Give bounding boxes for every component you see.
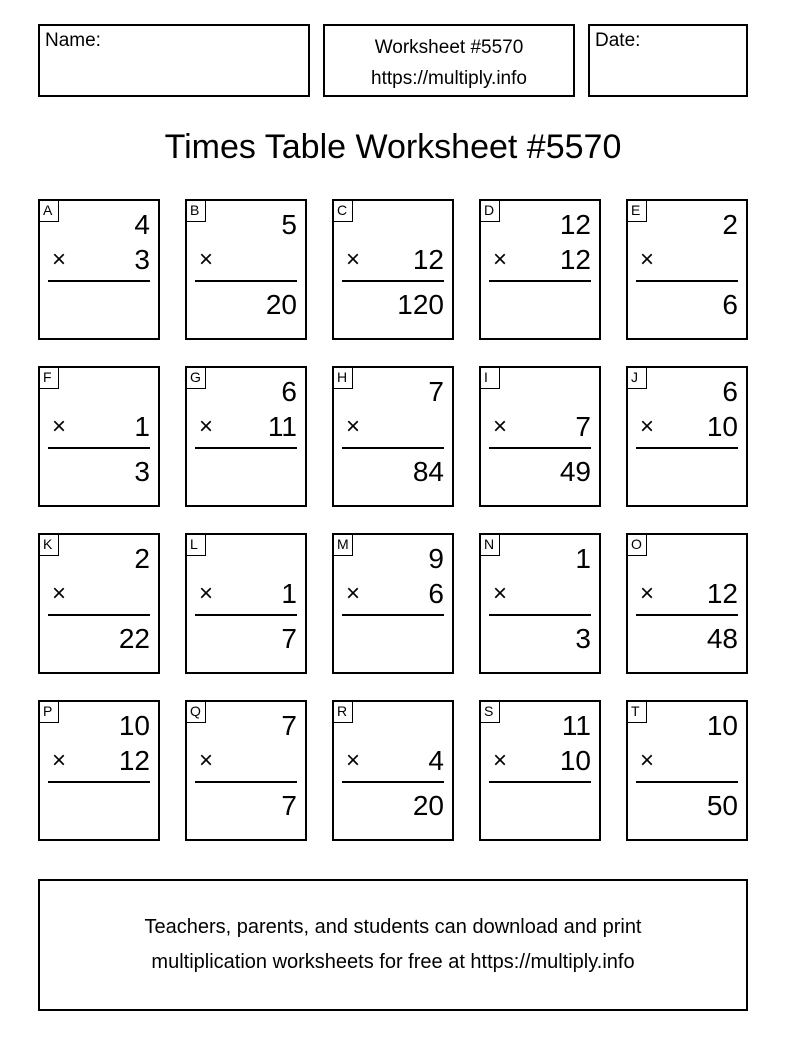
times-sign: ×	[346, 246, 361, 273]
problem-letter: Q	[187, 702, 206, 723]
footer-line-1: Teachers, parents, and students can download and print	[144, 916, 642, 938]
top-number[interactable]: 7	[428, 376, 444, 407]
times-sign: ×	[640, 246, 655, 273]
problem-letter: C	[334, 201, 353, 222]
bottom-number[interactable]: 12	[412, 244, 444, 275]
problem-k[interactable]	[38, 533, 160, 674]
problem-b[interactable]	[185, 199, 307, 340]
problem-a[interactable]	[38, 199, 160, 340]
problem-letter: K	[40, 535, 59, 556]
times-sign: ×	[199, 413, 214, 440]
top-number[interactable]: 2	[722, 209, 738, 240]
times-sign: ×	[346, 413, 361, 440]
date-field-box[interactable]	[588, 24, 748, 97]
answer-number[interactable]: 3	[575, 623, 591, 654]
answer-line	[48, 614, 150, 616]
answer-number[interactable]: 22	[118, 623, 150, 654]
problem-h[interactable]	[332, 366, 454, 507]
answer-line	[489, 614, 591, 616]
answer-line	[342, 781, 444, 783]
problem-g[interactable]	[185, 366, 307, 507]
worksheet-number: Worksheet #5570	[374, 37, 524, 58]
bottom-number[interactable]: 12	[118, 745, 150, 776]
problem-letter: E	[628, 201, 647, 222]
bottom-number[interactable]: 7	[575, 411, 591, 442]
problem-letter: S	[481, 702, 500, 723]
problem-letter: A	[40, 201, 59, 222]
answer-number[interactable]: 3	[134, 456, 150, 487]
answer-line	[636, 447, 738, 449]
bottom-number[interactable]: 12	[706, 578, 738, 609]
top-number[interactable]: 6	[722, 376, 738, 407]
answer-line	[195, 447, 297, 449]
top-number[interactable]: 12	[559, 209, 591, 240]
problem-letter: B	[187, 201, 206, 222]
times-sign: ×	[640, 580, 655, 607]
answer-number[interactable]: 7	[281, 623, 297, 654]
answer-number[interactable]: 50	[706, 790, 738, 821]
problem-t[interactable]	[626, 700, 748, 841]
answer-line	[636, 280, 738, 282]
name-field-box[interactable]	[38, 24, 310, 97]
problem-letter: I	[481, 368, 500, 389]
problem-e[interactable]	[626, 199, 748, 340]
bottom-number[interactable]: 11	[267, 411, 297, 442]
worksheet-url: https://multiply.info	[371, 68, 527, 89]
answer-line	[636, 781, 738, 783]
footer-box	[38, 879, 748, 1011]
problem-letter: N	[481, 535, 500, 556]
times-sign: ×	[493, 413, 508, 440]
problem-j[interactable]	[626, 366, 748, 507]
answer-line	[342, 614, 444, 616]
answer-line	[48, 280, 150, 282]
top-number[interactable]: 10	[118, 710, 150, 741]
worksheet-info-box	[323, 24, 575, 97]
answer-line	[489, 447, 591, 449]
problem-letter: D	[481, 201, 500, 222]
times-sign: ×	[199, 246, 214, 273]
bottom-number[interactable]: 1	[281, 578, 297, 609]
bottom-number[interactable]: 10	[706, 411, 738, 442]
problem-letter: H	[334, 368, 353, 389]
times-sign: ×	[52, 413, 67, 440]
top-number[interactable]: 4	[134, 209, 150, 240]
times-sign: ×	[640, 413, 655, 440]
times-sign: ×	[493, 246, 508, 273]
answer-number[interactable]: 20	[265, 289, 297, 320]
answer-line	[195, 280, 297, 282]
answer-line	[489, 781, 591, 783]
top-number[interactable]: 9	[428, 543, 444, 574]
problem-letter: M	[334, 535, 353, 556]
times-sign: ×	[199, 580, 214, 607]
problem-letter: F	[40, 368, 59, 389]
answer-line	[195, 614, 297, 616]
times-sign: ×	[52, 580, 67, 607]
bottom-number[interactable]: 12	[559, 244, 591, 275]
times-sign: ×	[52, 747, 67, 774]
answer-line	[195, 781, 297, 783]
top-number[interactable]: 10	[706, 710, 738, 741]
answer-number[interactable]: 6	[722, 289, 738, 320]
times-sign: ×	[640, 747, 655, 774]
date-label: Date:	[595, 30, 641, 51]
page-title: Times Table Worksheet #5570	[164, 128, 622, 166]
problem-letter: P	[40, 702, 59, 723]
problem-letter: T	[628, 702, 647, 723]
top-number[interactable]: 7	[281, 710, 297, 741]
answer-number[interactable]: 120	[397, 289, 444, 320]
times-sign: ×	[346, 580, 361, 607]
bottom-number[interactable]: 10	[559, 745, 591, 776]
times-sign: ×	[493, 747, 508, 774]
answer-line	[489, 280, 591, 282]
answer-number[interactable]: 49	[559, 456, 591, 487]
answer-line	[48, 447, 150, 449]
problem-letter: J	[628, 368, 647, 389]
problem-letter: L	[187, 535, 206, 556]
problem-l[interactable]	[185, 533, 307, 674]
answer-number[interactable]: 48	[706, 623, 738, 654]
top-number[interactable]: 5	[281, 209, 297, 240]
problem-d[interactable]	[479, 199, 601, 340]
problem-n[interactable]	[479, 533, 601, 674]
answer-line	[48, 781, 150, 783]
bottom-number[interactable]: 1	[134, 411, 150, 442]
times-sign: ×	[346, 747, 361, 774]
problem-f[interactable]	[38, 366, 160, 507]
top-number[interactable]: 6	[281, 376, 297, 407]
top-number[interactable]: 2	[134, 543, 150, 574]
problem-letter: G	[187, 368, 206, 389]
times-sign: ×	[199, 747, 214, 774]
answer-number[interactable]: 84	[412, 456, 444, 487]
top-number[interactable]: 1	[575, 543, 591, 574]
name-label: Name:	[45, 30, 101, 51]
problem-s[interactable]	[479, 700, 601, 841]
top-number[interactable]: 11	[561, 710, 591, 741]
bottom-number[interactable]: 6	[428, 578, 444, 609]
problem-q[interactable]	[185, 700, 307, 841]
bottom-number[interactable]: 4	[428, 745, 444, 776]
bottom-number[interactable]: 3	[134, 244, 150, 275]
answer-line	[342, 447, 444, 449]
problem-m[interactable]	[332, 533, 454, 674]
footer-line-2: multiplication worksheets for free at https://multiply.info	[151, 951, 635, 973]
problem-letter: O	[628, 535, 647, 556]
answer-line	[636, 614, 738, 616]
problem-o[interactable]	[626, 533, 748, 674]
problem-letter: R	[334, 702, 353, 723]
answer-number[interactable]: 20	[412, 790, 444, 821]
times-sign: ×	[493, 580, 508, 607]
problem-c[interactable]	[332, 199, 454, 340]
times-sign: ×	[52, 246, 67, 273]
problem-i[interactable]	[479, 366, 601, 507]
problem-p[interactable]	[38, 700, 160, 841]
answer-number[interactable]: 7	[281, 790, 297, 821]
answer-line	[342, 280, 444, 282]
problem-r[interactable]	[332, 700, 454, 841]
